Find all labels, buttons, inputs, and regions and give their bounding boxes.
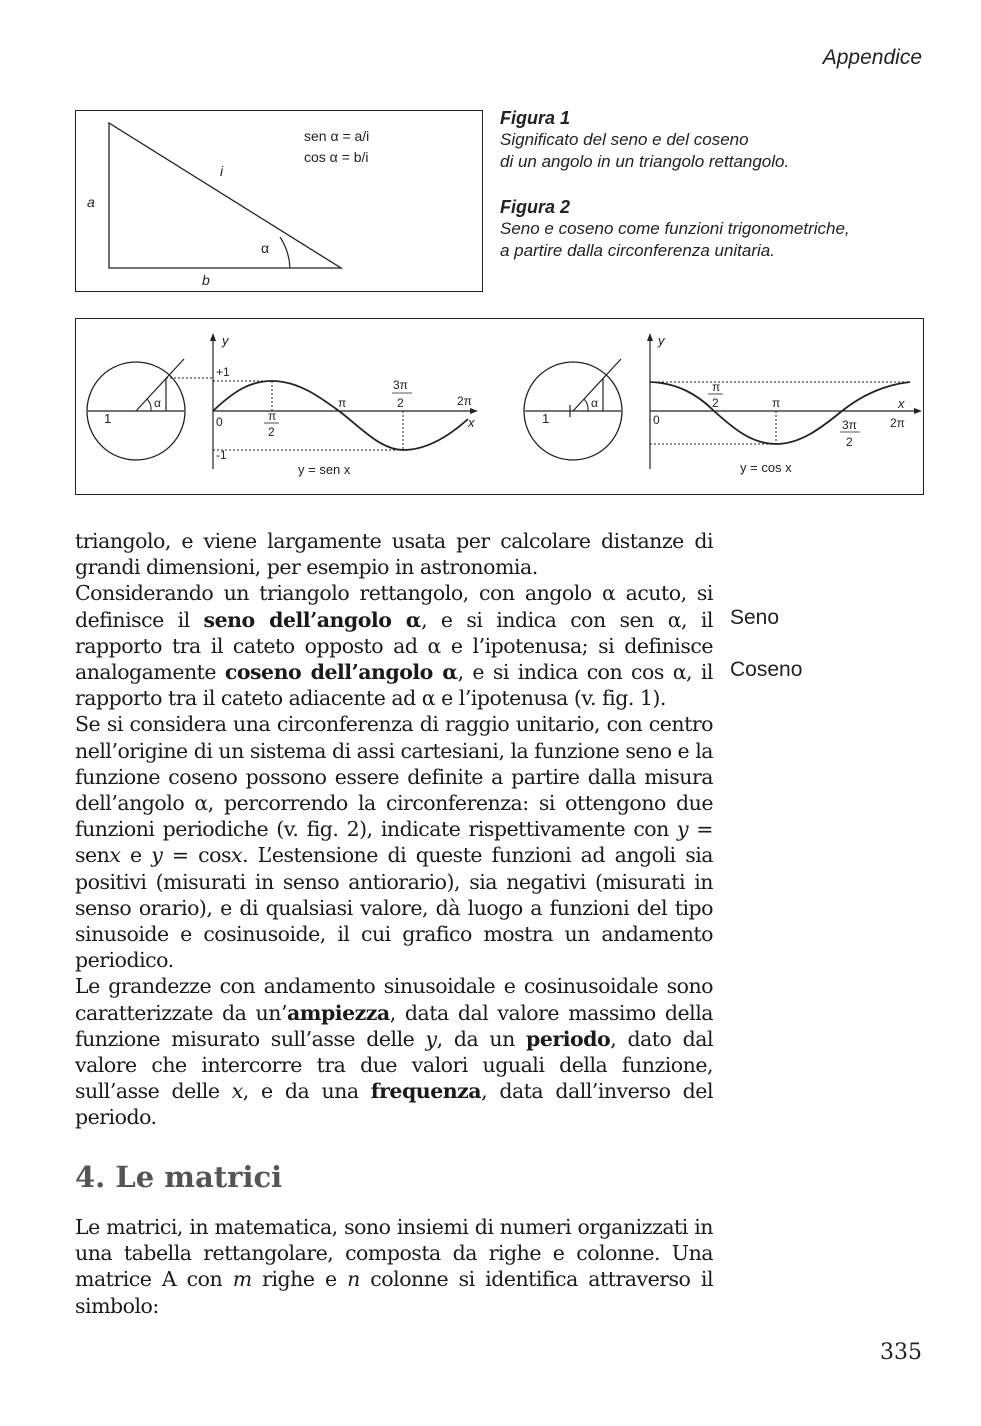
text-run: , data dal valore massimo della funzione misurato sull’asse delle [75, 1000, 713, 1051]
math-var: y [425, 1026, 437, 1051]
circle-radius-label: 1 [542, 411, 550, 426]
sine-pi: π [338, 396, 347, 410]
caption-figure-2-line: Seno e coseno come funzioni trigonometriche, [500, 219, 850, 238]
text-run: , e da una [242, 1079, 371, 1104]
text-run: , e si indica con cos α, il rapporto tra il cateto adiacente ad α e l’ipotenusa (v. fig. 1). [75, 660, 713, 711]
page-number: 335 [880, 1340, 922, 1365]
formula-cos: cos α = b/i [304, 149, 369, 165]
formula-sen: sen α = a/i [304, 128, 370, 144]
caption-figure-2 [500, 196, 850, 262]
math-var: n [347, 1267, 360, 1292]
right-triangle [109, 123, 341, 268]
paragraph [75, 580, 713, 711]
unit-circle-cosine [524, 359, 622, 460]
caption-figure-1-line: di un angolo in un triangolo rettangolo. [500, 152, 790, 171]
text-run: Considerando un triangolo rettangolo, con angolo α acuto, si definisce il [75, 581, 713, 632]
text-run: , dato dal valore che intercorre tra due valori uguali della funzione, sull’asse delle [75, 1026, 713, 1104]
term-periodo: periodo [526, 1026, 611, 1051]
cosine-label: y = cos x [740, 460, 792, 475]
section-title: 4. Le matrici [75, 1160, 283, 1194]
cosine-curve [650, 382, 910, 444]
sine-y-axis-label: y [222, 333, 229, 348]
text-run: = cos [162, 843, 232, 868]
sine-curve [213, 381, 468, 450]
figure-1-triangle [75, 110, 483, 292]
circle-angle-label: α [591, 396, 598, 410]
cosine-zero: 0 [653, 413, 660, 427]
text-run: Se si considera una circonferenza di raggio unitario, con centro nell’origine di un sistema di assi cartesiani, la funzione seno e la funzione coseno possono essere definite a partire dalla misura dell’angolo α, percorrendo la circonferenza: si ottengono due funzioni periodiche (v. fig. 2), indicate rispettivamente con [75, 712, 713, 842]
text-run: triangolo, e viene largamente usata per calcolare distanze di grandi dimensioni, per esempio in astronomia. [75, 529, 713, 580]
paragraph [75, 528, 713, 580]
margin-note-coseno: Coseno [730, 658, 803, 681]
cosine-two-pi: 2π [890, 416, 905, 430]
cosine-graph [647, 333, 922, 475]
text-run: , data dall’inverso del periodo. [75, 1079, 713, 1130]
caption-figure-1 [500, 107, 789, 173]
sine-x-axis-label: x [468, 415, 475, 430]
angle-arc [280, 237, 290, 268]
text-run: e [120, 843, 152, 868]
sine-two-pi: 2π [457, 394, 472, 408]
sine-pi-half-den: 2 [268, 425, 275, 439]
cosine-x-axis-label: x [898, 396, 905, 411]
body-text-matrici [75, 1214, 713, 1319]
circle-radius-label: 1 [104, 411, 112, 426]
cosine-pi-half-num: π [712, 380, 721, 394]
term-seno: seno dell’angolo α [203, 607, 422, 632]
math-var: x [231, 843, 243, 868]
paragraph [75, 973, 713, 1130]
sine-zero: 0 [216, 415, 223, 429]
term-frequenza: frequenza [370, 1079, 482, 1104]
math-var: x [109, 843, 121, 868]
sine-three-pi-half-num: 3π [393, 378, 408, 392]
sine-plus-one: +1 [216, 365, 230, 379]
unit-circle-sine [87, 359, 212, 460]
text-run: = sen [75, 817, 713, 868]
triangle-diagram [76, 111, 484, 293]
text-run: , da un [436, 1026, 527, 1051]
cosine-three-pi-half-den: 2 [846, 435, 853, 449]
sine-graph [210, 333, 478, 477]
label-side-b: b [202, 272, 210, 288]
cosine-three-pi-half-num: 3π [842, 418, 857, 432]
cosine-y-axis-label: y [658, 333, 665, 348]
sine-label: y = sen x [298, 462, 351, 477]
sine-pi-half-num: π [268, 409, 277, 423]
trig-functions-diagram [76, 319, 925, 496]
cosine-pi-half-den: 2 [712, 396, 719, 410]
text-run: Le grandezze con andamento sinusoidale e cosinusoidale sono caratterizzate da un’ [75, 974, 713, 1025]
body-text-section [75, 528, 713, 1131]
term-coseno: coseno dell’angolo α [224, 660, 458, 685]
label-angle: α [261, 240, 270, 256]
paragraph [75, 1214, 713, 1319]
caption-figure-1-line: Significato del seno e del coseno [500, 130, 749, 149]
caption-figure-2-line: a partire dalla circonferenza unitaria. [500, 241, 775, 260]
caption-figure-1-title: Figura 1 [500, 108, 571, 128]
cosine-pi: π [772, 396, 781, 410]
figure-2-trig-functions [75, 318, 924, 495]
text-run: . L’estensione di queste funzioni ad angoli sia positivi (misurati in senso antiorario), sia negativi (misurati in senso orario), e di qualsiasi valore, dà luogo a funzioni del tipo sinusoide e cosinusoide, il cui grafico mostra un andamento periodico. [75, 843, 713, 973]
running-head: Appendice [822, 46, 922, 69]
text-run: , e si indica con sen α, il rapporto tra il cateto opposto ad α e l’ipotenusa; si definisce analogamente [75, 607, 713, 685]
circle-angle-label: α [154, 396, 161, 410]
math-var: y [151, 843, 163, 868]
text-run: Le matrici, in matematica, sono insiemi di numeri organizzati in una tabella rettangolare, composta da righe e colonne. Una matrice A con [75, 1215, 713, 1292]
term-ampiezza: ampiezza [286, 1000, 390, 1025]
sine-three-pi-half-den: 2 [397, 396, 404, 410]
label-hypotenuse: i [220, 163, 224, 179]
paragraph [75, 711, 713, 973]
sine-minus-one: -1 [216, 448, 227, 462]
label-side-a: a [87, 194, 95, 210]
math-var: m [232, 1267, 252, 1292]
math-var: y [677, 817, 689, 842]
text-run: colonne si identifica attraverso il simbolo: [75, 1267, 714, 1318]
caption-figure-2-title: Figura 2 [500, 197, 571, 217]
margin-note-seno: Seno [730, 606, 780, 629]
text-run: righe e [251, 1267, 348, 1292]
math-var: x [231, 1079, 243, 1104]
